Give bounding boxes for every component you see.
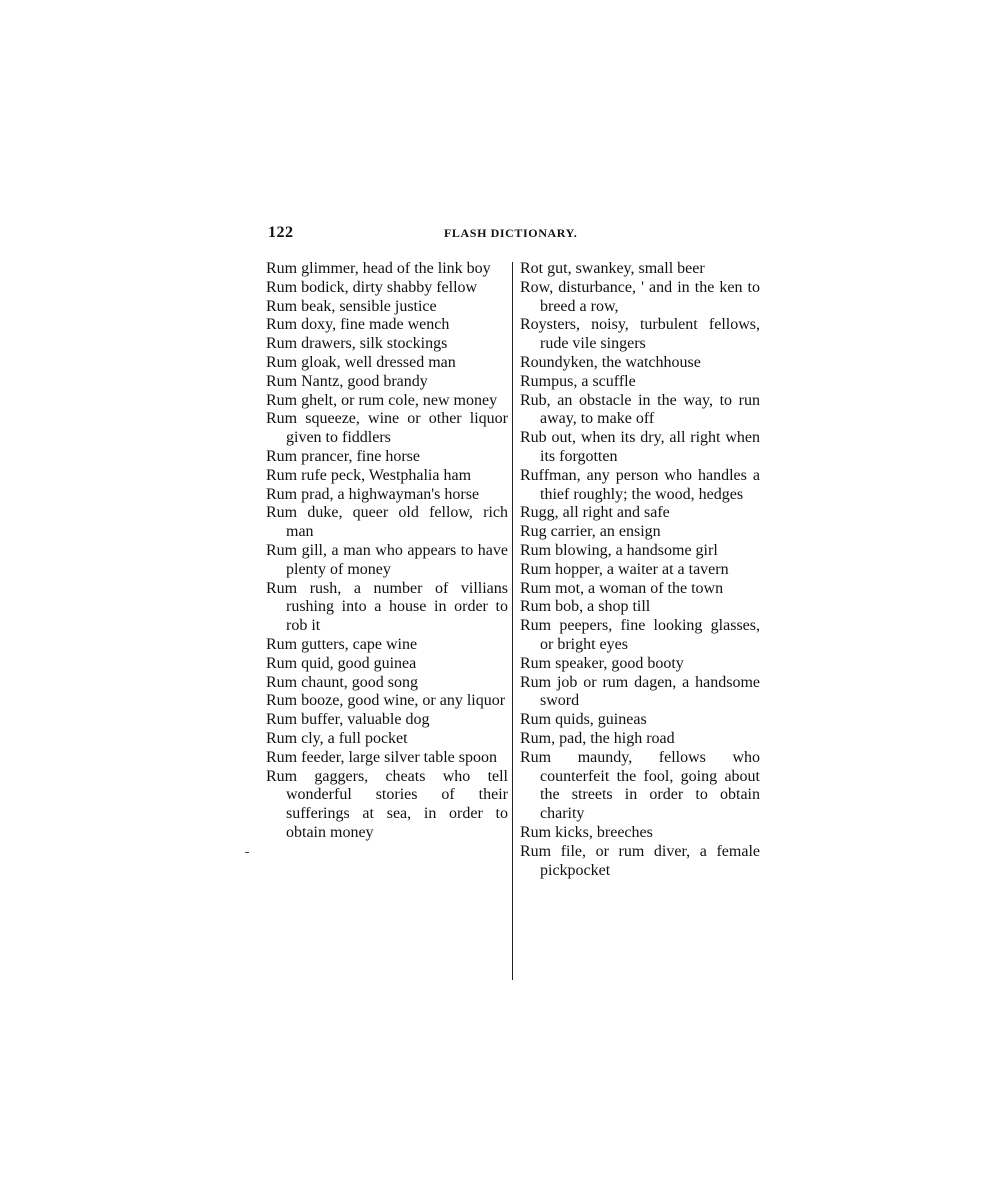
dictionary-entry: Rum bob, a shop till xyxy=(520,598,651,616)
dictionary-entry: Rum prancer, fine horse xyxy=(266,447,420,465)
dictionary-entry: Roysters, noisy, turbulent fellows, rude vile singers xyxy=(520,316,760,353)
dictionary-entry: Rum maundy, fellows who counterfeit the fool, going about the streets in order to obtain charity xyxy=(520,748,760,823)
dictionary-entry: Rum cly, a full pocket xyxy=(266,729,408,747)
dictionary-entry: Rum mot, a woman of the town xyxy=(520,579,724,597)
dictionary-entry: Rum, pad, the high road xyxy=(520,729,675,747)
dictionary-entry: Rumpus, a scuffle xyxy=(520,372,636,390)
dictionary-entry: Ruffman, any person who handles a thief roughly; the wood, hedges xyxy=(520,466,760,503)
dictionary-entry: Rum rush, a number of villians rushing into a house in order to rob it xyxy=(266,579,508,635)
dictionary-entry: Rum buffer, valuable dog xyxy=(266,711,430,729)
dictionary-entry: Rum Nantz, good brandy xyxy=(266,372,428,390)
dictionary-entry: Rum gutters, cape wine xyxy=(266,635,418,653)
page-number: 122 xyxy=(268,224,294,241)
dictionary-entry: Rugg, all right and safe xyxy=(520,504,670,522)
dictionary-entry: Rum bodick, dirty shabby fellow xyxy=(266,278,478,296)
dictionary-entry: Rum ghelt, or rum cole, new money xyxy=(266,391,498,409)
dictionary-entry: Rum beak, sensible justice xyxy=(266,297,437,315)
dictionary-entry: Rum kicks, breeches xyxy=(520,823,653,841)
dictionary-entry: Rum speaker, good booty xyxy=(520,654,684,672)
dictionary-entry: Rum squeeze, wine or other liquor given to fiddlers xyxy=(266,410,508,447)
dictionary-entry: Rum duke, queer old fellow, rich man xyxy=(266,504,508,541)
column-divider xyxy=(512,262,513,980)
dictionary-entry: Rum prad, a highwayman's horse xyxy=(266,485,480,503)
dictionary-entry: Rum chaunt, good song xyxy=(266,673,418,691)
dictionary-entry: Rum gloak, well dressed man xyxy=(266,353,456,371)
dictionary-entry: Rum quid, good guinea xyxy=(266,654,417,672)
dictionary-entry: Rum doxy, fine made wench xyxy=(266,316,450,334)
dictionary-entry: Rum hopper, a waiter at a tavern xyxy=(520,560,729,578)
dictionary-entry: Rum rufe peck, Westphalia ham xyxy=(266,466,472,484)
dictionary-entry: Rub, an obstacle in the way, to run away, to make off xyxy=(520,391,760,428)
dictionary-entry: Rum glimmer, head of the link boy xyxy=(266,260,491,277)
dictionary-entry: Rum gill, a man who appears to have plenty of money xyxy=(266,541,508,578)
dictionary-entry: Rum quids, guineas xyxy=(520,711,647,729)
ink-speck xyxy=(245,852,249,853)
dictionary-entry: Rum file, or rum diver, a female pickpocket xyxy=(520,842,760,879)
dictionary-entry: Rum feeder, large silver table spoon xyxy=(266,748,497,766)
running-head: FLASH DICTIONARY. xyxy=(444,226,578,240)
left-column xyxy=(266,260,508,843)
dictionary-entry: Row, disturbance, ' and in the ken to breed a row, xyxy=(520,278,760,315)
dictionary-entry: Roundyken, the watchhouse xyxy=(520,353,701,371)
dictionary-entry: Rum drawers, silk stockings xyxy=(266,335,448,353)
dictionary-entry: Rum blowing, a handsome girl xyxy=(520,541,718,559)
dictionary-entry: Rum peepers, fine looking glasses, or bright eyes xyxy=(520,617,760,653)
dictionary-entry: Rum job or rum dagen, a handsome sword xyxy=(520,673,760,710)
dictionary-entry: Rum gaggers, cheats who tell wonderful stories of their sufferings at sea, in order to obtain money xyxy=(266,767,508,841)
right-column xyxy=(520,260,760,880)
dictionary-entry: Rot gut, swankey, small beer xyxy=(520,260,705,277)
dictionary-entry: Rub out, when its dry, all right when its forgotten xyxy=(520,429,760,465)
dictionary-entry: Rug carrier, an ensign xyxy=(520,523,661,541)
dictionary-entry: Rum booze, good wine, or any liquor xyxy=(266,692,506,710)
